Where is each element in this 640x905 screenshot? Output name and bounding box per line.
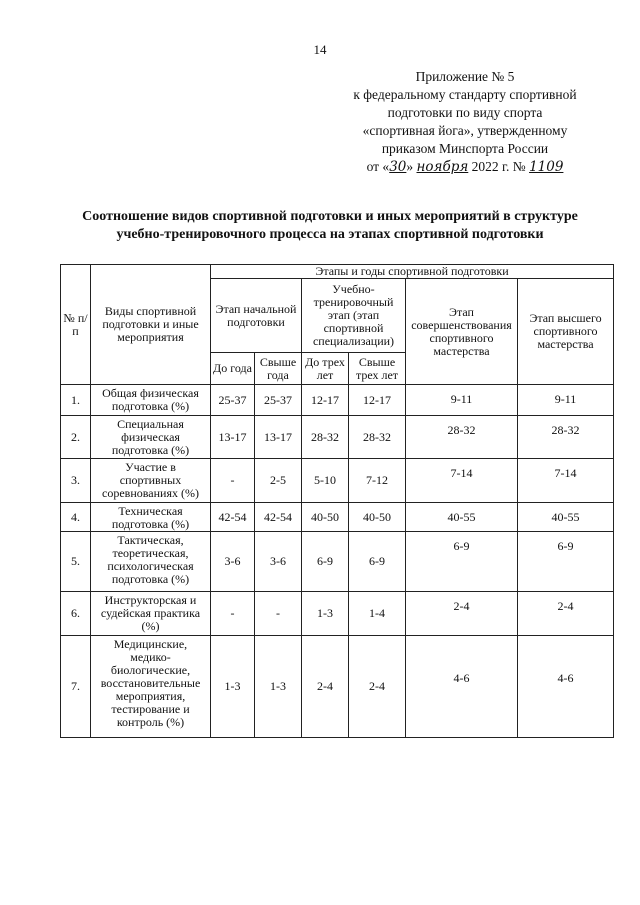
cell-up-to-three-years: 12-17 [302,385,349,416]
row-number: 2. [61,416,91,459]
date-mid: » [406,159,417,174]
appendix-line-5: приказом Минспорта России [381,141,549,156]
cell-higher: 6-9 [518,532,614,592]
cell-over-three-years: 40-50 [349,503,406,532]
cell-improvement: 9-11 [406,385,518,416]
cell-higher: 7-14 [518,459,614,503]
table-row [61,503,614,532]
ratio-table [60,264,614,738]
header-improvement-stage: Этап совершенствования спортивного мастерства [406,279,518,385]
cell-up-to-three-years: 6-9 [302,532,349,592]
header-number: № п/п [61,265,91,385]
cell-improvement: 7-14 [406,459,518,503]
cell-improvement: 40-55 [406,503,518,532]
row-number: 3. [61,459,91,503]
cell-over-year: 13-17 [255,416,302,459]
table-row [61,416,614,459]
cell-over-three-years: 2-4 [349,636,406,738]
cell-up-to-three-years: 5-10 [302,459,349,503]
cell-higher: 4-6 [518,636,614,738]
cell-up-to-year: - [211,459,255,503]
row-number: 7. [61,636,91,738]
table-row [61,636,614,738]
date-prefix: от « [366,159,390,174]
row-kind: Тактическая, теоретическая, психологическая подготовка (%) [91,532,211,592]
title-line-1: Соотношение видов спортивной подготовки и иных мероприятий в структуре [82,209,578,224]
table-row [61,459,614,503]
cell-up-to-three-years: 2-4 [302,636,349,738]
row-kind: Участие в спортивных соревнованиях (%) [91,459,211,503]
page-number: 14 [313,42,327,57]
date-day: 30 [389,159,407,175]
row-kind: Техническая подготовка (%) [91,503,211,532]
cell-up-to-year: 42-54 [211,503,255,532]
row-kind: Общая физическая подготовка (%) [91,385,211,416]
cell-over-year: 25-37 [255,385,302,416]
cell-up-to-year: - [211,592,255,636]
table-row [61,385,614,416]
appendix-date-line [300,158,630,176]
cell-up-to-three-years: 40-50 [302,503,349,532]
header-stages: Этапы и годы спортивной подготовки [211,265,614,279]
cell-improvement: 28-32 [406,416,518,459]
cell-over-three-years: 28-32 [349,416,406,459]
cell-higher: 28-32 [518,416,614,459]
cell-improvement: 6-9 [406,532,518,592]
header-training-stage: Учебно-тренировочный этап (этап спортивной специализации) [302,279,406,353]
row-kind: Специальная физическая подготовка (%) [91,416,211,459]
header-up-to-three-years: До трех лет [302,353,349,385]
cell-over-three-years: 1-4 [349,592,406,636]
row-kind: Медицинские, медико-биологические, восстановительные мероприятия, тестирование и контроль (%) [91,636,211,738]
cell-over-year: 1-3 [255,636,302,738]
cell-over-three-years: 12-17 [349,385,406,416]
cell-over-year: 2-5 [255,459,302,503]
table-row [61,532,614,592]
appendix-line-1: Приложение № 5 [415,69,515,84]
cell-higher: 2-4 [518,592,614,636]
cell-up-to-three-years: 28-32 [302,416,349,459]
appendix-line-3: подготовки по виду спорта [387,105,543,120]
header-kind: Виды спортивной подготовки и иные мероприятия [91,265,211,385]
appendix-block [300,68,630,176]
title-line-2: учебно-тренировочного процесса на этапах спортивной подготовки [116,227,544,242]
table-row [61,592,614,636]
date-month: ноября [416,159,469,175]
row-number: 5. [61,532,91,592]
cell-up-to-three-years: 1-3 [302,592,349,636]
row-number: 1. [61,385,91,416]
cell-up-to-year: 1-3 [211,636,255,738]
appendix-line-2: к федеральному стандарту спортивной [353,87,577,102]
cell-over-three-years: 7-12 [349,459,406,503]
cell-over-year: 42-54 [255,503,302,532]
cell-up-to-year: 3-6 [211,532,255,592]
cell-over-year: - [255,592,302,636]
header-up-to-year: До года [211,353,255,385]
row-number: 4. [61,503,91,532]
header-over-three-years: Свыше трех лет [349,353,406,385]
cell-up-to-year: 25-37 [211,385,255,416]
header-initial-stage: Этап начальной подготовки [211,279,302,353]
cell-higher: 40-55 [518,503,614,532]
date-year: 2022 г. № [468,159,530,174]
header-higher-stage: Этап высшего спортивного мастерства [518,279,614,385]
cell-up-to-year: 13-17 [211,416,255,459]
appendix-line-4: «спортивная йога», утвержденному [362,123,568,138]
cell-improvement: 2-4 [406,592,518,636]
cell-improvement: 4-6 [406,636,518,738]
order-number: 1109 [529,159,564,175]
document-title [40,208,620,244]
cell-over-three-years: 6-9 [349,532,406,592]
row-number: 6. [61,592,91,636]
cell-over-year: 3-6 [255,532,302,592]
row-kind: Инструкторская и судейская практика (%) [91,592,211,636]
cell-higher: 9-11 [518,385,614,416]
header-over-year: Свыше года [255,353,302,385]
